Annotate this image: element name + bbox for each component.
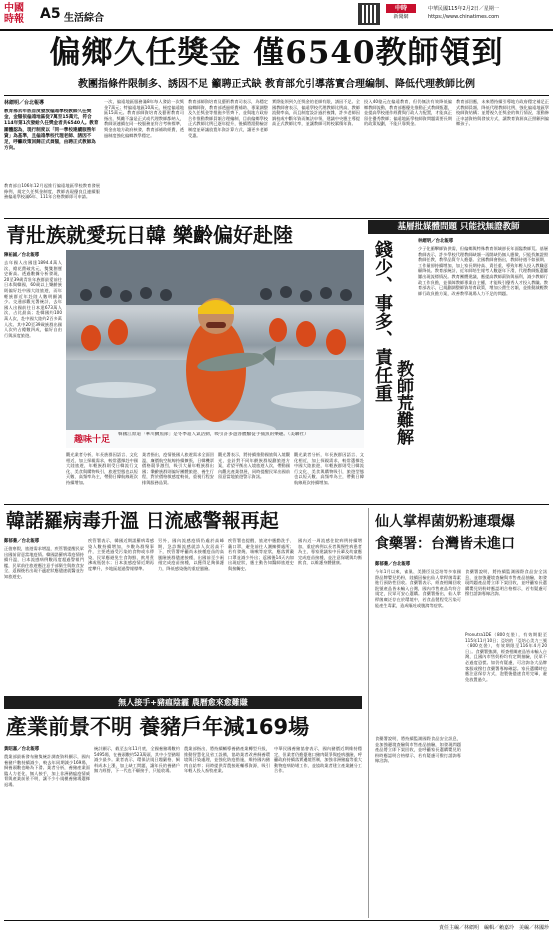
story2-byline: 陳祐誠／台北報導 <box>4 253 40 258</box>
story1-lede-box <box>4 99 100 215</box>
chinatimes-news-logo[interactable] <box>386 4 416 24</box>
page-number: A5 <box>40 6 61 22</box>
story3-col1: 正值寒假，旅遊需求增溫，疾管署提醒民眾出國前留意當地疫情。韓國諾羅病毒疫情持續升溫，日本流感病例數再度超過警報門檻，民眾前往旅遊應注意手部衛生與飲食安全，返國後若出現不適症狀應儘速就醫並告知旅遊史。 <box>4 546 84 579</box>
story1-rule <box>4 95 549 96</box>
masthead-rule <box>0 29 553 31</box>
story4-byline: 黃昭嘉／台北報導 <box>4 747 40 752</box>
sidebar2-body2: 食藥署說明，將持續監測國際食品安全訊息，並加強邊境查驗與市售產品抽驗，如發現問題產品將立即下架回收，並呼籲家長選購嬰兒奶粉時應認明合格標示，若有疑慮可撥打諮詢專線洽詢。 <box>465 569 547 597</box>
logo-bottom: 時報 <box>4 14 24 25</box>
issue-date: 中華民國115年2月2日／星期一 <box>428 6 499 12</box>
story4-kicker: 無人接手+豬瘟陰霾 農曆愈來愈難賺 <box>4 696 362 709</box>
qr-code-icon[interactable] <box>358 3 380 25</box>
story1-byline: 林縉明／台北報導 <box>4 100 45 106</box>
story1-headline: 偏鄉久任獎金 僅6540教師領到 <box>49 35 504 71</box>
sidebar1-label: 基層批媒體問題 只能找無證教師 <box>368 220 549 234</box>
story1-lede: 教育部去年底首度發放偏遠學校教師久任獎金，金額依偏遠地區從7萬至15萬元，符合114年第1次發給久任獎金者共6540人。教育團體認為，現行制度以「同一學校連續服務年資」為基準，且偏遠學校代理老師、誘因不足，呼籲政策回歸正式員額，由聘正式教師為方向。 <box>4 109 99 152</box>
story2-col2: 觀光業者分析，年長族群因語言、文化相近，加上探親需求，較常選擇赴中國大陸旅遊，年輕族群則受日韓流行文化、美食與購物吸引，旅遊型態也以短天數、高頻率為主，帶動日韓航線班次持續增加。 <box>66 452 138 485</box>
logo-top: 中國 <box>4 3 24 14</box>
qr-sub: 新聞網 <box>393 14 409 20</box>
section-name: 生活綜合 <box>64 13 104 24</box>
story2-headline: 青壯族就愛玩日韓 樂齡偏好赴陸 <box>6 223 293 247</box>
site-url[interactable]: https://www.chinatimes.com <box>428 14 500 20</box>
photo-caption: 韓國江原道「華川鱒魚節」是冬季超人氣活動，吸引許多遊客體驗徒手捕魚的樂趣。（美聯社） <box>118 432 309 437</box>
story4-col4: 中華民國養豬協會表示，國內豬價近期維持穩定，但業者仍擔憂進口豬肉競爭與疫病風險，呼籲政府持續落實邊境管制，加強非洲豬瘟等重大動物疫病防堵工作，並協助業者建立產業鏈分工合作。 <box>274 746 362 774</box>
sidebar2-body-cont: 食藥署說明，將持續監測國際食品安全訊息，並加強邊境查驗與市售產品抽驗，如發現問題產品將立即下架回收，並呼籲家長選購嬰兒奶粉時應認明合格標示，若有疑慮可撥打諮詢專線洽詢。 <box>375 736 461 764</box>
story4-col3: 農業部指出，將持續輔導養豬產業轉型升級，推動智慧化及省工設備，協助業者改善飼養環境與汙染處理，並強化防疫措施，維持國內豬肉自給率；同時提供青農接班輔導資源，吸引年輕人投入畜牧產業。 <box>184 746 270 774</box>
story1-lead-b: 教育部自106年12月起推行偏遠地區學校教育發展條例，規定久任獎金制度，教師表現優良且連續服務偏遠學校滿6年、111年合格教師即可申請。 <box>4 183 100 200</box>
footer-rule <box>4 920 549 921</box>
story4-col1-wrap <box>4 746 90 916</box>
masthead <box>0 0 553 28</box>
story1-col5: 投入40億元在偏遠教育，但仍無法有效降低偏鄉教師流動，教育部應優先推動正式教師甄選，並提高學校運作經費與行政人力配置，才能真正留住優秀教師；偏遠地區學校師資問題需要長期的政策規劃，不能只靠獎金。 <box>364 99 452 127</box>
sidebar1-body: 少子化衝擊師資供需，但偏鄉與特殊教育領域卻長年面臨教師荒。基層教師表示，許多學校代理教師缺額一再開缺仍無人應徵，只能找無證照教師任教，教學品質令人擔憂。全國教師會指出，教師待遇不如預期、工作量卻持續增加，加上家長期待高、責任重，導致年輕人投入教職意願降低。教育部統計，近年師培生報考人數逐年下滑，代理教師甄選屢屢出現流標情況。教育團體建議，應提高教師薪資與福利，減少教師行政工作負擔，並保障教師專業自主權，才能吸引優秀人才投入教職。教育部表示，已規劃調整師資培育政策，增加公費生名額，並推動減輕教師行政負擔方案，改善教學現場人力不足的問題。 <box>418 246 548 296</box>
story2-photo[interactable] <box>66 250 364 448</box>
story3-col5: 國內近一周流感住院病例持續增加，重症病例以長者與慢性病患者為主，專家建議家中長輩及幼童應完成疫苗接種，並注意保暖與均衡飲食，以維護身體健康。 <box>298 538 362 566</box>
section-rule-2 <box>4 504 549 505</box>
footer-credits: 責任主編／林縉明 編輯／賴嘉玲 美編／林國珍 <box>438 925 549 931</box>
story1-col4: 實際能領到久任獎金的老師有限，誘因不足。全國教師會表示，偏遠學校代理教師比例高，教師流動率高，而且制度設計過於複雜，許多老師因調校或中斷年資而無法申領，建議中央應主導提高正式教師比率，並讓教師可跨校累積年資。 <box>272 99 360 127</box>
story3-byline: 鄭郁蓁／台北報導 <box>4 539 40 544</box>
sidebar2-title-a: 仙人掌桿菌奶粉連環爆 <box>375 514 515 530</box>
story3-col2: 疾管署表示，韓國近期諾羅病毒感染人數持續增加，多數為群聚事件，主要透過受污染的食物或水傳染，民眾應避免生食海鮮，飲用煮沸或瓶裝水；日本流感疫情近期再度攀升，多地區超過警報標準。 <box>88 538 154 571</box>
sidebar2-byline: 鄭郁蓁／台北報導 <box>375 562 411 567</box>
story2-col3: 業者指出，疫情後國人旅遊需求全面回溫，廉價航空航線持續擴張，日韓機票價格競爭激烈，吸引大量年輕族群出國；樂齡族群則偏好團體旅遊、養生行程，對於價格敏感度較低，重視行程安排與服務品質。 <box>142 452 214 485</box>
sidebar2-body: 今年1月以來，雀巢、美贊臣及亞培等多家國際品牌嬰兒奶粉，陸續因檢出仙人掌桿菌毒素進行預防性回收。食藥署表示，經查相關回收批號產品皆未輸入台灣，國內市售產品均符合規定，民眾可安心選購。食藥署指出，仙人掌桿菌廣泛存在於環境中，若食品製程受污染可能產生毒素，造成嘔吐或腹瀉等症狀。 <box>375 569 461 608</box>
story4-col1: 農業部最新發布豬隻統計調查資料顯示，國內養豬戶數持續減少，較去年同期減少169場，飼養頭數也略為下滑。業者分析，養豬產業面臨人力老化、無人接手，加上非洲豬瘟疫情威脅與產業前景不明，讓不少小規模養豬場選擇退場。 <box>4 754 90 787</box>
qr-label: 中時 <box>386 4 416 13</box>
story3-col1-wrap <box>4 538 84 694</box>
story4-col2: 統計顯示，截至去年11月底，全國養豬場數約5495場，在養頭數約523萬頭，其中小型豬場減少最多。業者表示，環保法規日趨嚴格、飼料成本上漲，加上缺工問題，讓年長的養豬戶無力經營，下一代也不願接手，只能收場。 <box>94 746 180 774</box>
story1-col6: 教育部回應，未來將持續引導地方政府穩定補足正式教師員額，降低代理教師比例，強化偏遠地區學校師資結構；並將視久任獎金的執行情況，滾動修正申請資格與發放方式，讓教育資源真正照顧到偏鄉孩子。 <box>456 99 549 127</box>
sidebar1-byline: 林縉明／台北報導 <box>418 239 454 244</box>
sidebar3-body: Pronutra1DE（800克裝），有效期限至115年11月10日；亞培的「亞培心美力三號（800克裝），有效期限至116年4月20日」。食藥署強調，經查相關產品皆未輸入台灣，且國內市售奶粉均有定期抽驗，民眾不必過度恐慌。如仍有疑慮，可洽詢各大品牌客服或撥打食藥署專線確認。家長選購時也應注意保存方式，泡製後儘速食用完畢，避免放置過久。 <box>465 632 547 682</box>
festival-scene-illustration <box>66 250 364 448</box>
story1-col3: 教育部師資培育及藝術教育司表示，為穩定偏鄉師資，教育部透過經費補助、專案調整及久任獎金等措施多管齊下，並與地方政府合作推動教師員額合理編制，目前偏鄉學校正式教師比例已逐年提升，後續將滾動檢討制度並研議放寬年資計算方式，讓更多老師受惠。 <box>188 99 268 138</box>
story3-col4: 疾管署也提醒，旅途中應勤洗手、戴口罩，避免前往人潮擁擠處所；若有發燒、咳嗽等症狀，應落實戴口罩並減少外出；返國後14天內如出現症狀，應主動告知醫師旅遊史與接觸史。 <box>228 538 294 571</box>
story1-subhead: 教團指條件限制多、誘因不足 籲聘正式缺 教育部允引導落實合理編制、降低代理教師比例 <box>78 79 475 90</box>
sidebar2 <box>368 508 549 918</box>
story2-col1: 去年國人出國達1894.4萬人次，總花費破兆元，雙雙創歷史新高。透過數據分析發現，20至39歲青壯年族群最愛前往日本與韓國，60歲以上樂齡族則偏好赴中國大陸旅遊，而年輕族群近年赴陸人數明顯減少。交通部觀光署統計，去年國人出國前往日本達673萬人次，占比最高；赴韓國約100萬人次，赴中國大陸約2百多萬人次。其中20至39歲族群出國人次約占總數四成，偏好自由行與深度旅遊。 <box>4 260 62 338</box>
sidebar2-title-b: 食藥署：台灣皆未進口 <box>375 536 515 552</box>
sidebar1-title-a: 錢少、事多、責任重 <box>372 240 393 402</box>
story2-left-column <box>4 252 62 500</box>
newspaper-logo[interactable] <box>4 3 34 25</box>
story4-headline: 產業前景不明 養豬戶年減169場 <box>6 715 310 739</box>
section-rule-1 <box>4 218 549 219</box>
photo-caption-label: 趣味十足 <box>74 435 111 445</box>
story2-col5: 觀光業者分析，年長族群因語言、文化相近，加上探親需求，較常選擇赴中國大陸旅遊，年輕族群則受日韓流行文化、美食與購物吸引，旅遊型態也以短天數、高頻率為主，帶動日韓航線班次持續增加。 <box>294 452 364 485</box>
sidebar1-title-b: 教師荒難解 <box>393 360 413 445</box>
story3-headline: 韓諾羅病毒升溫 日流感警報再起 <box>6 510 279 532</box>
story3-col3: 另外，國內流感疫情仍處於高峰期，急診類流感就診人次居高不下，疾管署呼籲尚未接種疫苗的高風險族群儘速接種，出國前至少兩週完成疫苗接種，以獲得足夠保護力，降低感染後的重症風險。 <box>158 538 224 571</box>
sidebar1 <box>368 220 549 502</box>
story1-col2: 一次，偏遠地區服務滿8年每人發給一次獎金7萬元；特偏遠地區10萬元、極度偏遠地區15萬元。教育部師資培育及藝術教育司指出，獎勵不論是正式或代理教師都納入，教師須連續在同一校服務並符合考核標準，獎金由地方政府核發，教育部補助經費，透過制度強化偏鄉教學穩定。 <box>104 99 184 138</box>
story2-col4: 觀光署表示，將持續推動國旅與入境觀光，並針對不同年齡族群規劃旅遊方案，希望平衡出入境旅遊人次，帶動國內觀光產業發展，同時提醒民眾出國前留意當地旅遊警示資訊。 <box>218 452 290 480</box>
